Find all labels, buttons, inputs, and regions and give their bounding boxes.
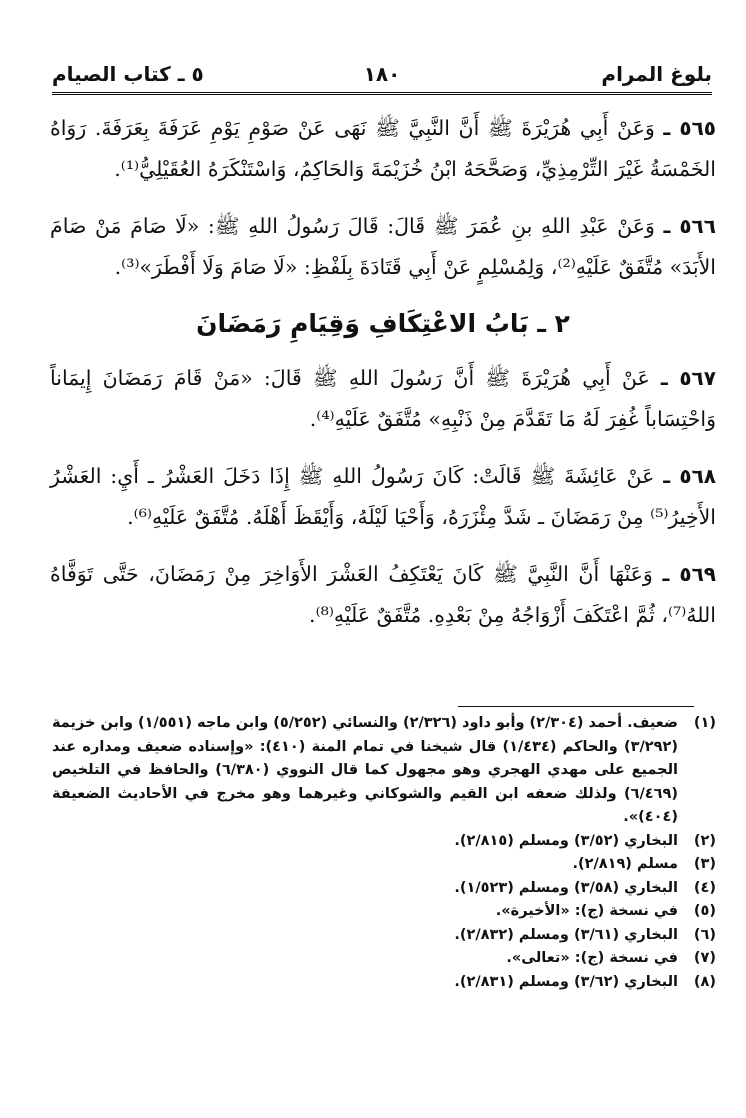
footnote-text: البخاري (٣/٥٨) ومسلم (١/٥٢٣). (454, 879, 678, 896)
hadith-568 (50, 456, 716, 538)
section-heading: ٢ ـ بَابُ الاعْتِكَافِ وَقِيَامِ رَمَضَانَ (196, 309, 570, 338)
hadith-text: عَنْ عَائِشَةَ ﷺ قَالَتْ: كَانَ رَسُولُ اللهِ ﷺ إِذَا دَخَلَ العَشْرُ ـ أَيِ: العَشْرُ الأَخِيرُ⁽⁵⁾ مِنْ رَمَضَانَ ـ شَدَّ مِئْزَرَهُ، وَأَحْيَا لَيْلَهُ، وَأَيْقَظَ أَهْلَهُ. مُتَّفَقٌ عَلَيْهِ⁽⁶⁾. (50, 464, 716, 529)
hadith-text: وَعَنْ أَبِي هُرَيْرَةَ ﷺ أَنَّ النَّبِيَّ ﷺ نَهَى عَنْ صَوْمِ يَوْمِ عَرَفَةَ بِعَرَفَةَ. رَوَاهُ الخَمْسَةُ غَيْرَ التِّرْمِذِيِّ، وَصَحَّحَهُ ابْنُ خُزَيْمَةَ وَالحَاكِمُ، وَاسْتَنْكَرَهُ العُقَيْلِيُّ⁽¹⁾. (50, 116, 716, 181)
footnote-text: في نسخة (ج): «الأخيرة». (495, 903, 678, 919)
footnote-number: (٤) (693, 879, 716, 896)
hadith-text: وَعَنْ عَبْدِ اللهِ بنِ عُمَرَ ﷺ قَالَ: قَالَ رَسُولُ اللهِ ﷺ: «لَا صَامَ مَنْ صَامَ الأَبَدَ» مُتَّفَقٌ عَلَيْهِ⁽²⁾، وَلِمُسْلِمٍ عَنْ أَبِي قَتَادَةَ بِلَفْظِ: «لَا صَامَ وَلَا أَفْطَرَ»⁽³⁾. (50, 214, 716, 279)
footnote-number: (١) (693, 715, 716, 731)
running-header (52, 58, 712, 92)
page-number: ١٨٠ (363, 62, 401, 86)
footnote-3 (52, 853, 716, 877)
hadith-number: ٥٦٨ ـ (663, 464, 716, 488)
chapter-title: ٥ ـ كتاب الصيام (52, 62, 204, 86)
hadith-number: ٥٦٦ ـ (663, 214, 716, 238)
footnote-8 (52, 971, 716, 995)
hadith-number: ٥٦٥ ـ (663, 116, 716, 140)
hadith-567 (50, 358, 716, 440)
main-text (50, 108, 716, 652)
footnotes (52, 712, 716, 994)
footnote-2 (52, 830, 716, 854)
footnote-text: البخاري (٣/٦١) ومسلم (٢/٨٣٢). (454, 926, 678, 943)
footnote-number: (٨) (693, 973, 716, 990)
footnote-text: في نسخة (ج): «تعالى». (506, 950, 678, 966)
hadith-566 (50, 206, 716, 288)
footnote-text: البخاري (٣/٥٢) ومسلم (٢/٨١٥). (454, 832, 678, 849)
hadith-number: ٥٦٧ ـ (660, 366, 716, 390)
book-title: بلوغ المرام (601, 62, 712, 86)
footnote-number: (٥) (693, 903, 716, 919)
header-divider (52, 92, 712, 95)
footnote-1 (52, 712, 716, 830)
footnote-text: ضعيف. أحمد (٢/٣٠٤) وأبو داود (٢/٣٢٦) والنسائي (٥/٢٥٢) وابن ماجه (١/٥٥١) وابن خزيمة (٣/٢٩٢) والحاكم (١/٤٣٤) قال شيخنا في تمام المنة (٤١٠): «وإسناده ضعيف ومداره عند الجميع على مهدي الهجري وهو مجهول كما قال النووي (٦/٣٨٠) والحافظ في التلخيص (٦/٤٦٩) ولذلك ضعفه ابن القيم والشوكاني وغيرهما وهو مخرج في الأحاديث الضعيفة (٤٠٤)». (52, 715, 678, 825)
footnote-number: (٦) (693, 926, 716, 943)
hadith-569 (50, 554, 716, 636)
footnote-text: مسلم (٢/٨١٩). (572, 856, 678, 872)
footnote-4 (52, 877, 716, 901)
hadith-text: وَعَنْهَا أَنَّ النَّبِيَّ ﷺ كَانَ يَعْتَكِفُ العَشْرَ الأَوَاخِرَ مِنْ رَمَضَانَ، حَتَّى تَوَفَّاهُ اللهُ⁽⁷⁾، ثُمَّ اعْتَكَفَ أَزْوَاجُهُ مِنْ بَعْدِهِ. مُتَّفَقٌ عَلَيْهِ⁽⁸⁾. (50, 562, 716, 627)
footnote-text: البخاري (٣/٦٢) ومسلم (٢/٨٣١). (454, 973, 678, 990)
footnote-6 (52, 924, 716, 948)
footnote-7 (52, 947, 716, 971)
hadith-565 (50, 108, 716, 190)
footnote-divider (458, 706, 694, 707)
footnote-number: (٣) (693, 856, 716, 872)
footnote-number: (٧) (693, 950, 716, 966)
hadith-number: ٥٦٩ ـ (662, 562, 716, 586)
hadith-text: عَنْ أَبِي هُرَيْرَةَ ﷺ أَنَّ رَسُولَ اللهِ ﷺ قَالَ: «مَنْ قَامَ رَمَضَانَ إِيمَاناً وَاحْتِسَاباً غُفِرَ لَهُ مَا تَقَدَّمَ مِنْ ذَنْبِهِ» مُتَّفَقٌ عَلَيْهِ⁽⁴⁾. (50, 366, 716, 431)
footnote-number: (٢) (693, 832, 716, 849)
footnote-5 (52, 900, 716, 924)
